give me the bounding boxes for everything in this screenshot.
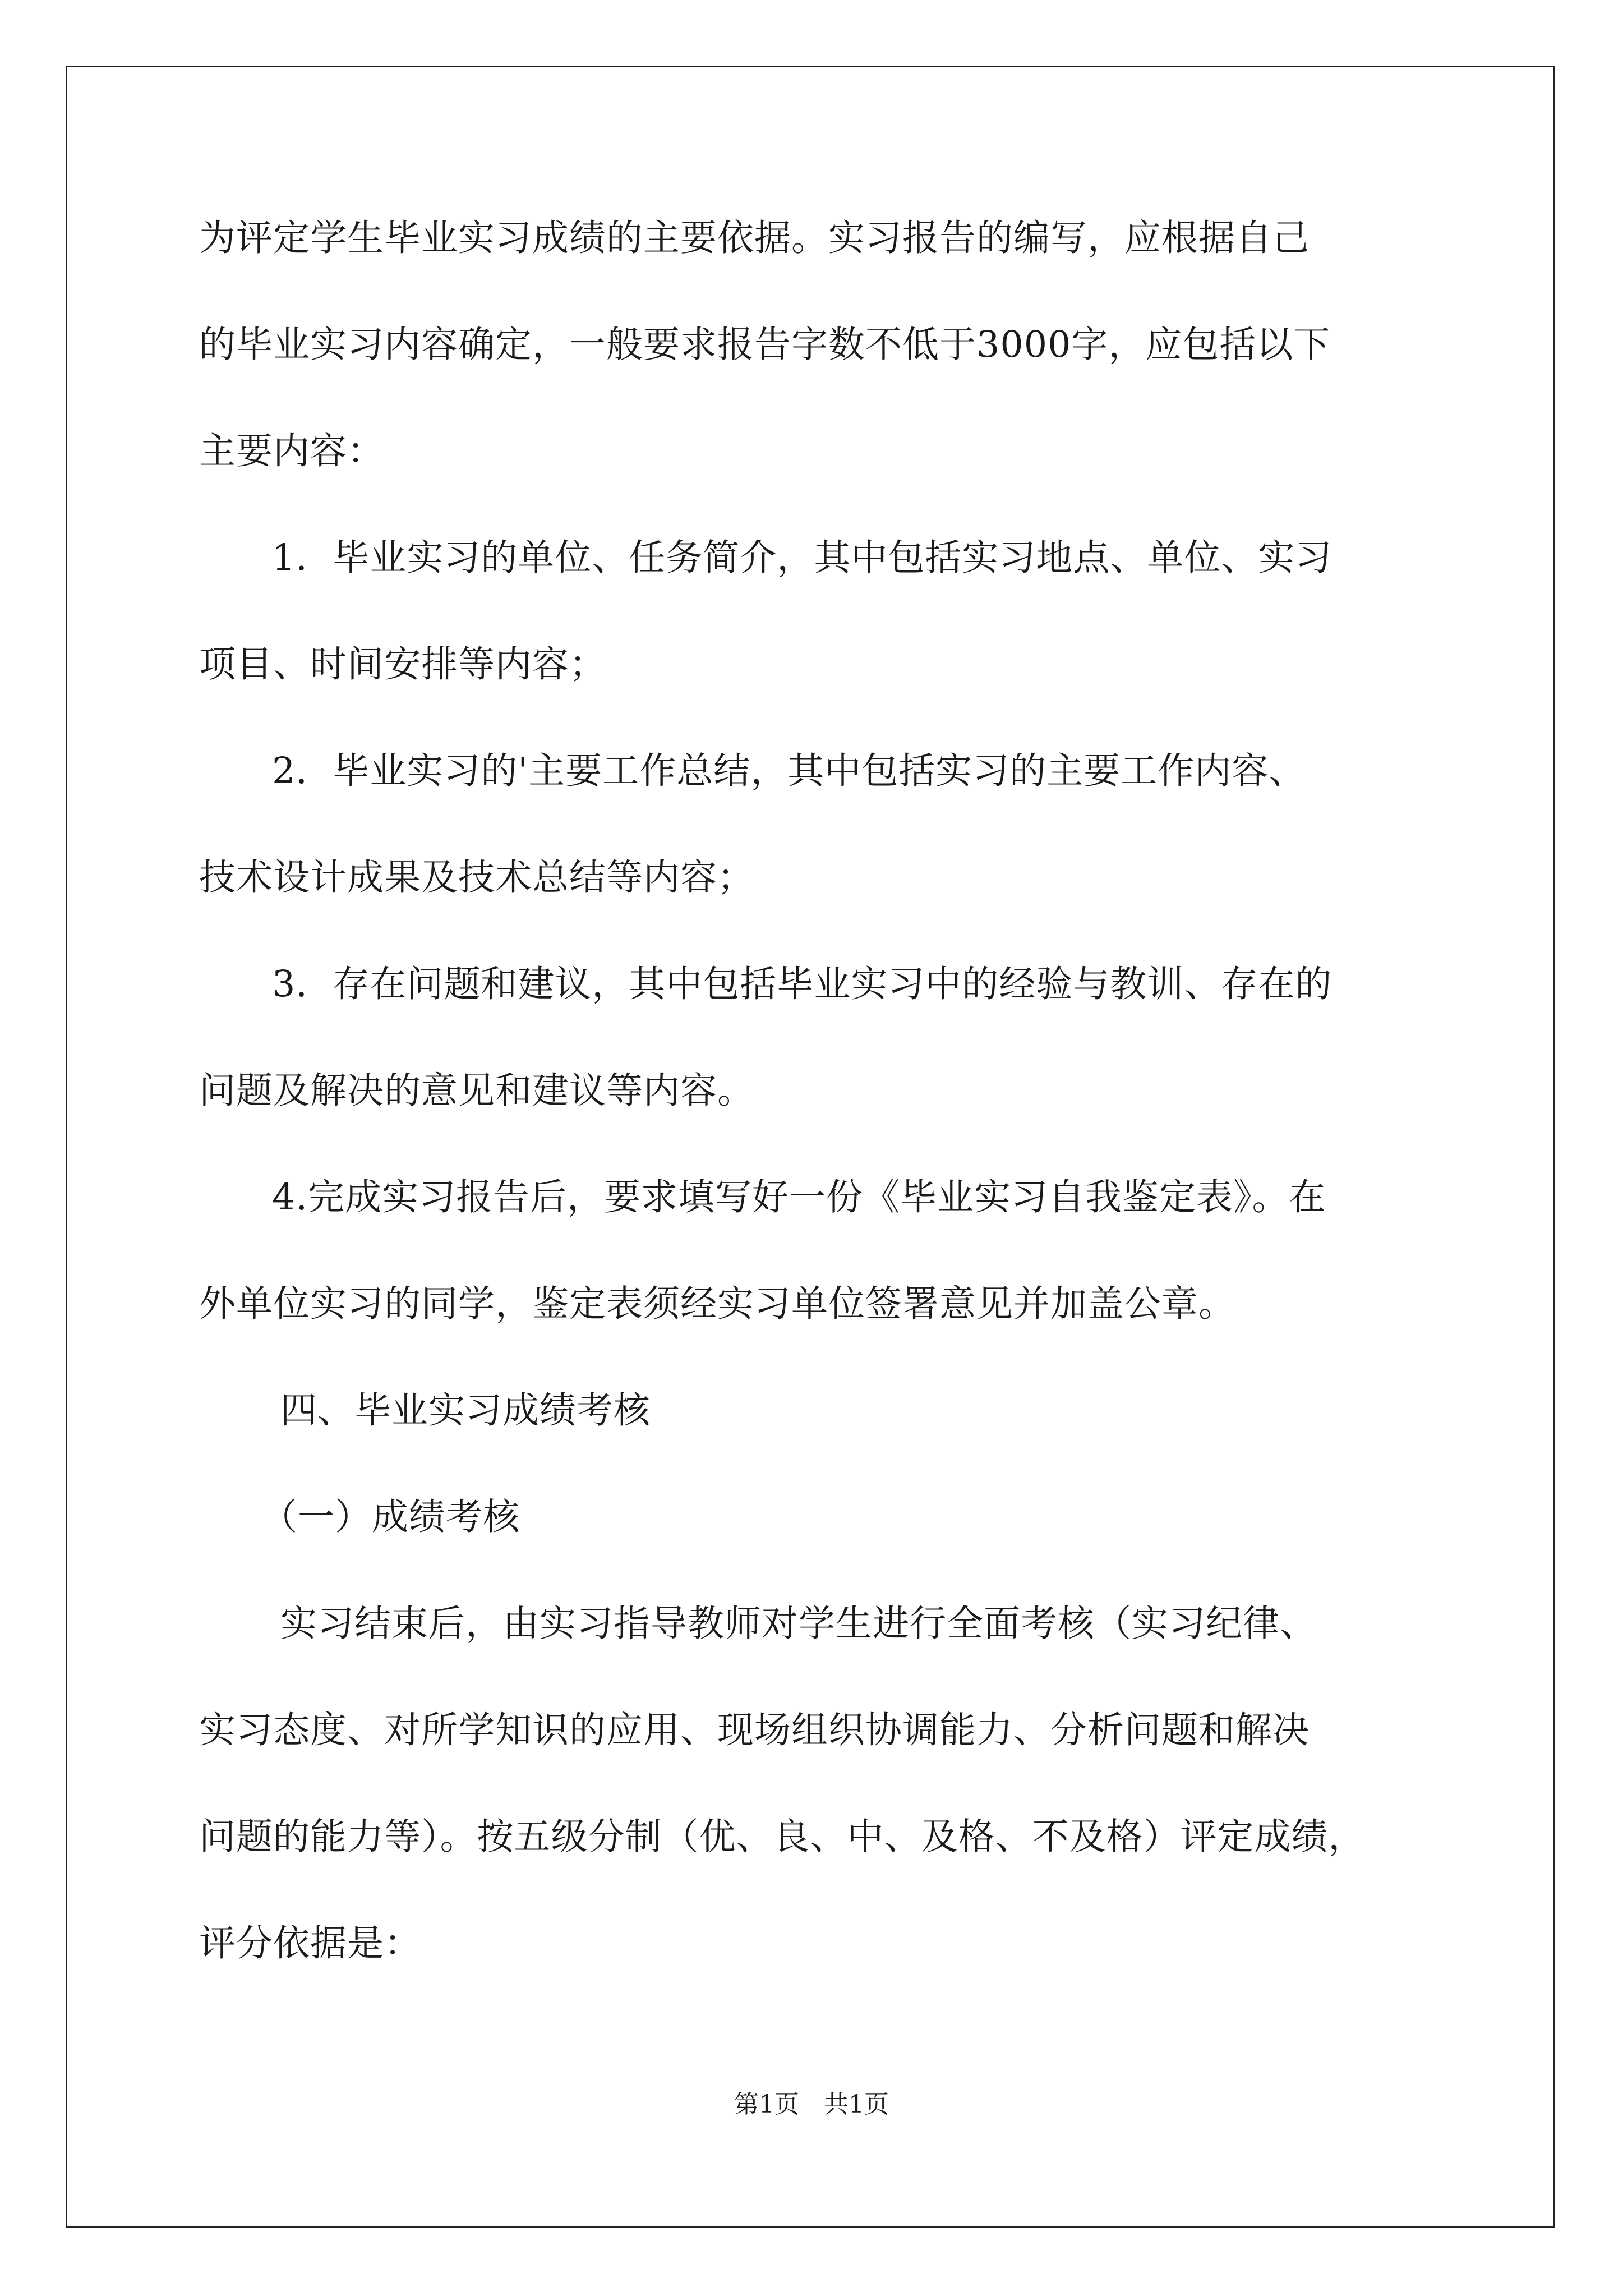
list-item-line: 1．毕业实习的单位、任务简介，其中包括实习地点、单位、实习 <box>272 537 1332 579</box>
subsection-heading: （一）成绩考核 <box>261 1496 520 1538</box>
list-item-line: 问题及解决的意见和建议等内容。 <box>199 1070 755 1112</box>
page-border <box>66 66 1555 2228</box>
paragraph-line: 问题的能力等）。按五级分制（优、良、中、及格、不及格）评定成绩， <box>199 1816 1366 1858</box>
paragraph-line: 评分依据是： <box>199 1922 422 1964</box>
page-number-footer: 第1页 共1页 <box>734 2090 889 2119</box>
paragraph-line: 主要内容： <box>199 430 385 472</box>
paragraph-line: 为评定学生毕业实习成绩的主要依据。实习报告的编写，应根据自己 <box>199 217 1310 259</box>
list-item-line: 外单位实习的同学，鉴定表须经实习单位签署意见并加盖公章。 <box>199 1283 1236 1325</box>
paragraph-line: 实习结束后，由实习指导教师对学生进行全面考核（实习纪律、 <box>280 1603 1317 1645</box>
list-item-line: 项目、时间安排等内容； <box>199 643 607 685</box>
section-heading: 四、毕业实习成绩考核 <box>280 1389 651 1432</box>
paragraph-line: 实习态度、对所学知识的应用、现场组织协调能力、分析问题和解决 <box>199 1709 1310 1751</box>
list-item-line: 3．存在问题和建议，其中包括毕业实习中的经验与教训、存在的 <box>272 963 1332 1005</box>
paragraph-line: 的毕业实习内容确定，一般要求报告字数不低于3000字，应包括以下 <box>199 324 1331 366</box>
list-item-line: 2．毕业实习的'主要工作总结，其中包括实习的主要工作内容、 <box>272 750 1306 792</box>
list-item-line: 4.完成实习报告后，要求填写好一份《毕业实习自我鉴定表》。在 <box>272 1176 1326 1218</box>
list-item-line: 技术设计成果及技术总结等内容； <box>199 857 755 899</box>
